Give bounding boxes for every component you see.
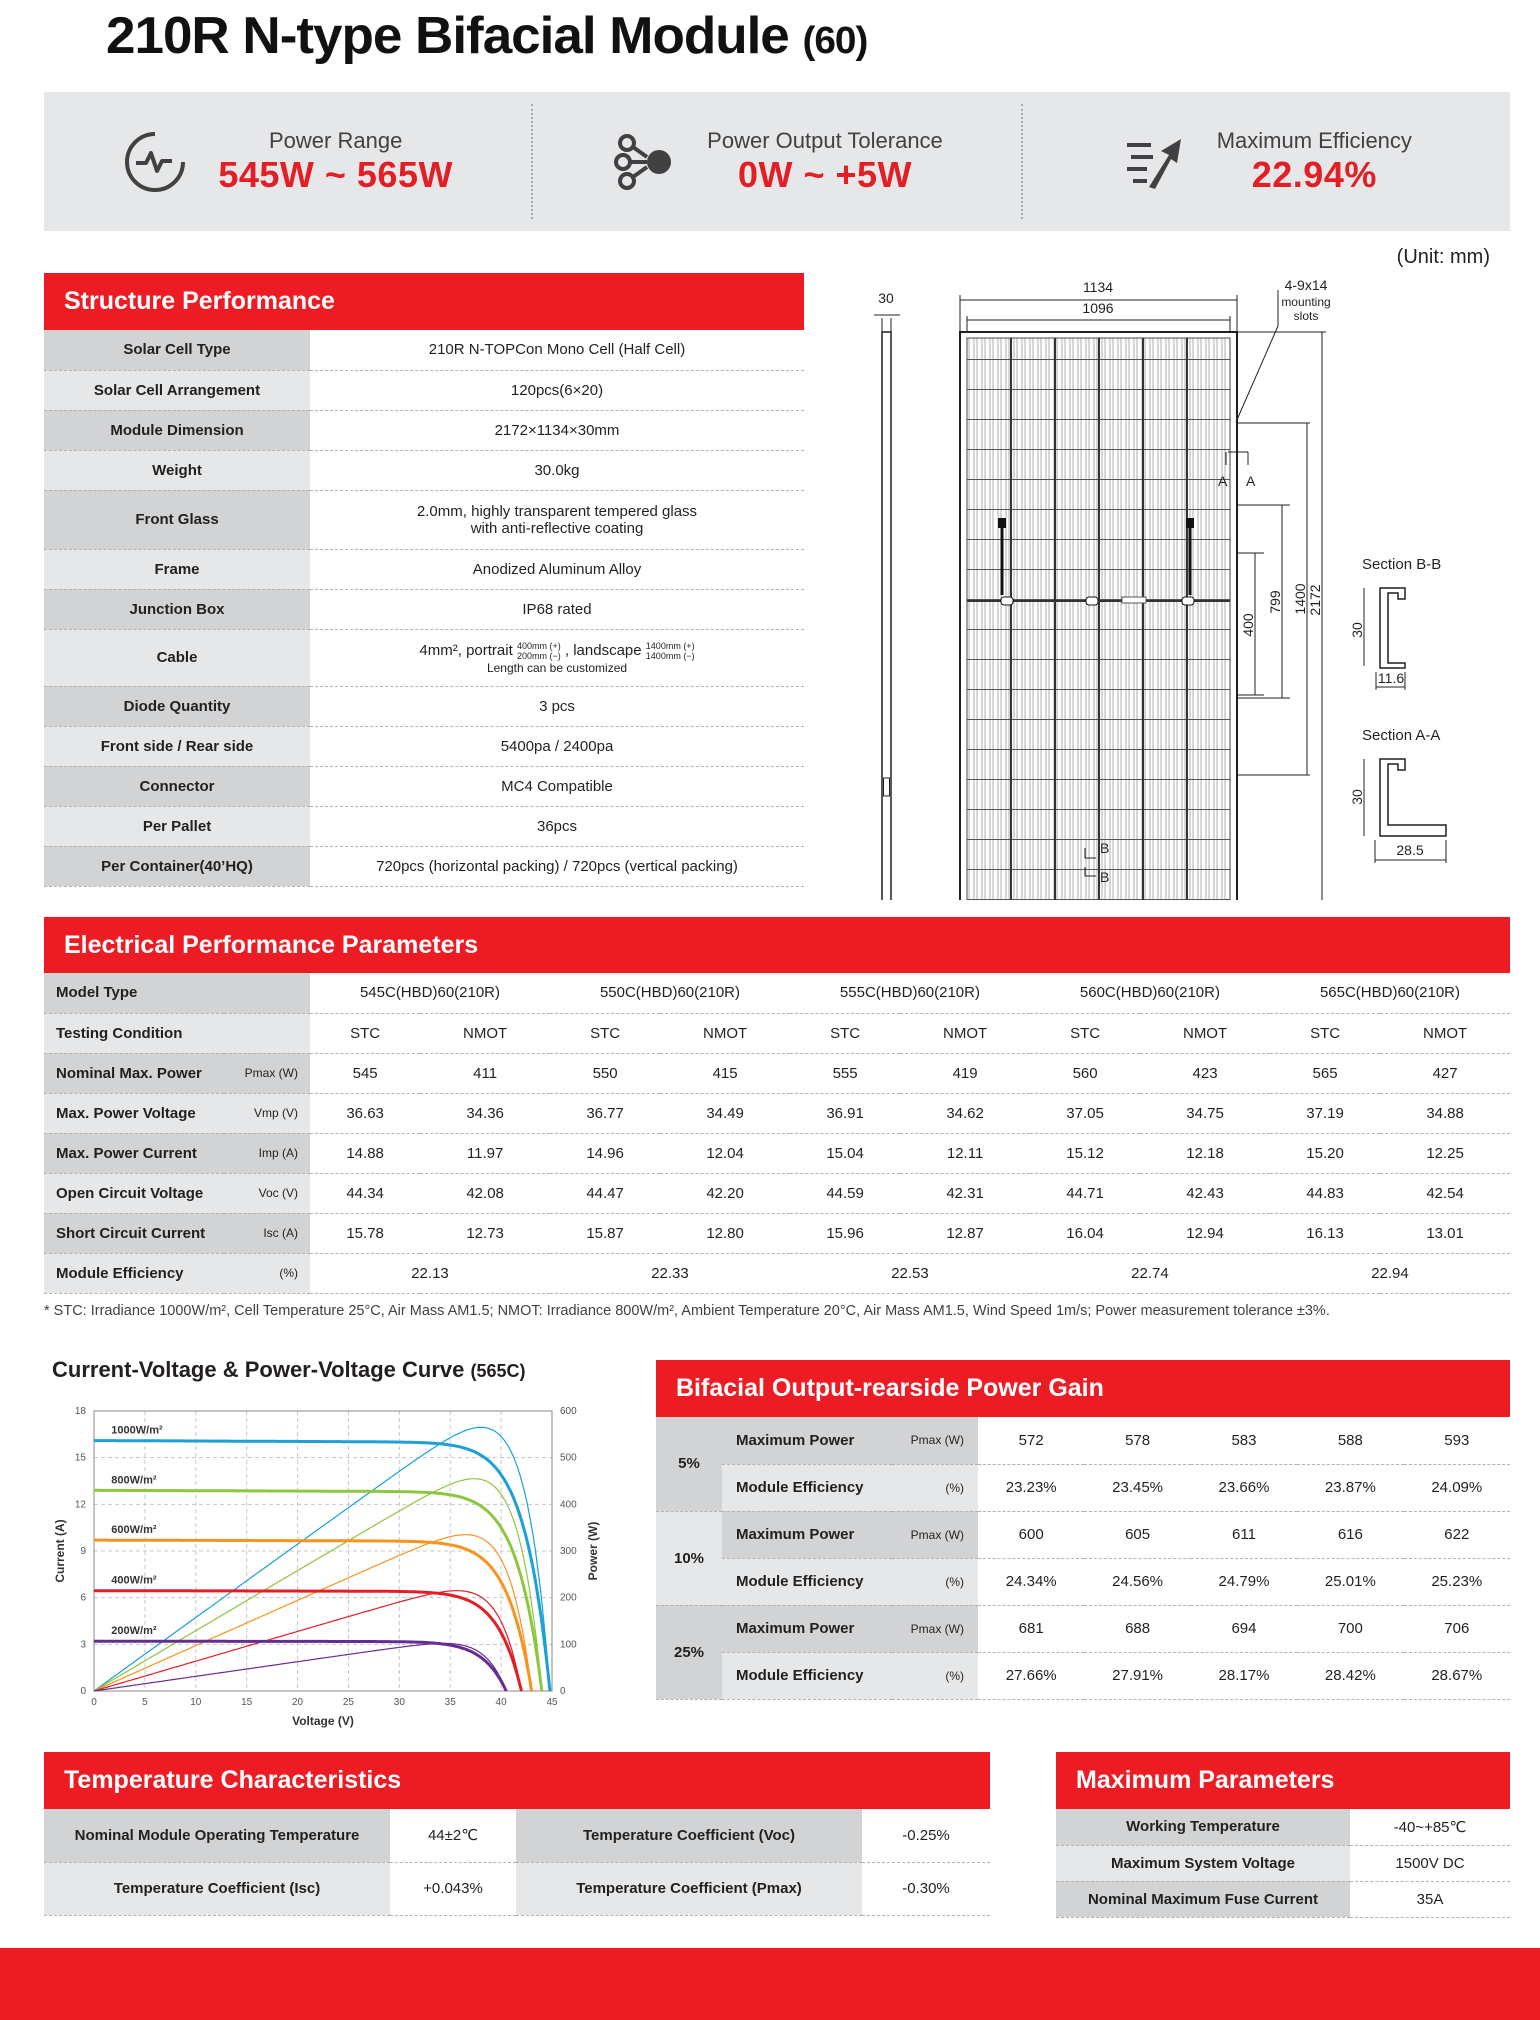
row-key: Solar Cell Arrangement: [44, 370, 310, 410]
stc-footnote: * STC: Irradiance 1000W/m², Cell Temperature 25°C, Air Mass AM1.5; NMOT: Irradiance 800W/m², Ambient Temperature 20°C, Air Mass AM1.5, Wind Speed 1m/s; Power measurement tolerance ±3%.: [44, 1303, 1330, 1319]
electrical-header: Electrical Performance Parameters: [44, 917, 1510, 973]
series-label: 400W/m²: [111, 1574, 157, 1587]
highlight-efficiency: [1023, 104, 1510, 219]
row-value: 3 pcs: [310, 686, 804, 726]
highlights-strip: [44, 92, 1510, 231]
page-title: 210R N-type Bifacial Module (60): [106, 7, 868, 65]
x-axis-label: Voltage (V): [292, 1714, 354, 1728]
row-key: Frame: [44, 549, 310, 589]
y-tick-label: 9: [80, 1546, 86, 1557]
table-row: 10% Maximum Power Pmax (W) 600 605 611 616 622: [656, 1511, 1510, 1558]
table-row: Working Temperature -40~+85℃: [1056, 1809, 1510, 1845]
table-row: [44, 330, 804, 370]
svg-text:B: B: [1100, 840, 1110, 856]
row-value: 36pcs: [310, 806, 804, 846]
table-row: 5% Maximum Power Pmax (W) 572 578 583 588 593: [656, 1417, 1510, 1464]
slots-label: 4-9x14: [1284, 277, 1328, 293]
outer-width-label: 1134: [1082, 279, 1114, 295]
x-tick-label: 35: [444, 1697, 456, 1708]
y2-tick-label: 200: [560, 1592, 577, 1604]
temperature-table: [44, 1809, 990, 1916]
table-row: [44, 410, 804, 450]
row-value: 30.0kg: [310, 450, 804, 490]
x-tick-label: 25: [342, 1697, 355, 1708]
row-value: 5400pa / 2400pa: [310, 726, 804, 766]
table-row: Open Circuit Voltage Voc (V) 44.34 42.08 44.47 42.20 44.59 42.31 44.71 42.43 44.83 42.54: [44, 1173, 1510, 1213]
y-tick-label: 15: [74, 1452, 86, 1464]
svg-text:30: 30: [1349, 789, 1365, 805]
svg-text:30: 30: [1349, 622, 1365, 638]
table-row: [44, 686, 804, 726]
table-row: Testing Condition STC NMOT STC NMOT STC NMOT STC NMOT STC NMOT: [44, 1013, 1510, 1053]
row-value: MC4 Compatible: [310, 766, 804, 806]
temperature-header: Temperature Characteristics: [44, 1752, 990, 1809]
maximum-header: Maximum Parameters: [1056, 1752, 1510, 1809]
footer-bar: [0, 1948, 1540, 2020]
row-value: Anodized Aluminum Alloy: [310, 549, 804, 589]
row-key: Front side / Rear side: [44, 726, 310, 766]
bifacial-table: [656, 1417, 1510, 1700]
row-key: Per Container(40’HQ): [44, 846, 310, 886]
bifacial-header: Bifacial Output-rearside Power Gain: [656, 1360, 1510, 1417]
row-value: 4mm², portrait 400mm (+) 200mm (−) , landscape 1400mm (+) 1400mm (−) Length can be customized: [310, 629, 804, 686]
dim-2172: 2172: [1307, 584, 1323, 616]
iv-series-line: [94, 1641, 506, 1691]
row-key: Front Glass: [44, 490, 310, 549]
row-value: 2172×1134×30mm: [310, 410, 804, 450]
table-row: [44, 589, 804, 629]
table-row: Module Efficiency (%) 27.66% 27.91% 28.17% 28.42% 28.67%: [656, 1652, 1510, 1699]
table-row: Nominal Max. Power Pmax (W) 545 411 550 415 555 419 560 423 565 427: [44, 1053, 1510, 1093]
highlight-power-range: [44, 104, 533, 219]
svg-text:mounting: mounting: [1281, 295, 1331, 309]
dim-799: 799: [1267, 590, 1283, 614]
y2-tick-label: 600: [560, 1406, 577, 1417]
table-row: [44, 549, 804, 589]
maximum-table: [1056, 1809, 1510, 1918]
table-row: Nominal Module Operating Temperature 44±2℃ Temperature Coefficient (Voc) -0.25%: [44, 1809, 990, 1862]
y-tick-label: 18: [74, 1406, 86, 1417]
table-row: Nominal Maximum Fuse Current 35A: [1056, 1881, 1510, 1917]
y-tick-label: 12: [74, 1499, 86, 1511]
highlight-label: Maximum Efficiency: [1216, 127, 1412, 153]
iv-pv-chart: [44, 1395, 624, 1730]
table-row: Model Type 545C(HBD)60(210R) 550C(HBD)60(210R) 555C(HBD)60(210R) 560C(HBD)60(210R) 565C(HBD)60(210R): [44, 973, 1510, 1013]
structure-table: [44, 330, 804, 887]
x-tick-label: 15: [241, 1697, 253, 1708]
section-aa-label: Section A-A: [1362, 727, 1441, 744]
x-tick-label: 45: [546, 1697, 558, 1708]
svg-text:28.5: 28.5: [1396, 842, 1424, 858]
table-row: [44, 490, 804, 549]
highlight-label: Power Range: [269, 127, 403, 153]
table-row: [44, 629, 804, 686]
row-value: IP68 rated: [310, 589, 804, 629]
pv-series-line: [94, 1535, 532, 1691]
series-label: 200W/m²: [111, 1625, 157, 1638]
row-key: Cable: [44, 629, 310, 686]
table-row: [44, 450, 804, 490]
y2-axis-label: Power (W): [586, 1521, 600, 1581]
series-label: 600W/m²: [111, 1524, 157, 1537]
x-tick-label: 30: [393, 1697, 405, 1708]
structure-header: Structure Performance: [44, 273, 804, 330]
row-key: Module Dimension: [44, 410, 310, 450]
pv-series-line: [94, 1643, 506, 1691]
y2-tick-label: 0: [560, 1686, 566, 1697]
x-tick-label: 40: [495, 1697, 507, 1708]
table-row: Module Efficiency (%) 23.23% 23.45% 23.66% 23.87% 24.09%: [656, 1464, 1510, 1511]
y2-tick-label: 400: [560, 1499, 577, 1511]
table-row: [44, 370, 804, 410]
highlight-value: 0W ~ +5W: [737, 153, 913, 195]
series-label: 800W/m²: [111, 1474, 157, 1487]
table-row: Module Efficiency (%) 22.13 22.33 22.53 22.74 22.94: [44, 1253, 1510, 1293]
y-tick-label: 6: [80, 1592, 86, 1604]
table-row: [44, 846, 804, 886]
y-tick-label: 0: [80, 1686, 86, 1697]
x-tick-label: 10: [190, 1697, 202, 1708]
table-row: Temperature Coefficient (Isc) +0.043% Temperature Coefficient (Pmax) -0.30%: [44, 1862, 990, 1915]
svg-text:11.6: 11.6: [1377, 670, 1405, 686]
table-row: Module Efficiency (%) 24.34% 24.56% 24.79% 25.01% 25.23%: [656, 1558, 1510, 1605]
thickness-label: 30: [878, 290, 894, 306]
inner-width-label: 1096: [1082, 300, 1114, 316]
row-key: Junction Box: [44, 589, 310, 629]
svg-text:B: B: [1100, 869, 1110, 885]
row-value: 720pcs (horizontal packing) / 720pcs (vertical packing): [310, 846, 804, 886]
dim-1400: 1400: [1292, 583, 1308, 615]
svg-text:A: A: [1246, 473, 1256, 489]
y2-tick-label: 100: [560, 1639, 577, 1651]
highlight-value: 22.94%: [1251, 153, 1377, 195]
row-value: 2.0mm, highly transparent tempered glass with anti-reflective coating: [310, 490, 804, 549]
highlight-tolerance: [533, 104, 1022, 219]
svg-text:slots: slots: [1293, 309, 1319, 323]
y2-tick-label: 300: [560, 1546, 577, 1557]
iv-series-line: [94, 1540, 532, 1691]
table-row: Maximum System Voltage 1500V DC: [1056, 1845, 1510, 1881]
table-row: [44, 806, 804, 846]
pulse-circle-icon: [122, 129, 188, 195]
y2-tick-label: 500: [560, 1452, 577, 1464]
highlight-label: Power Output Tolerance: [707, 127, 943, 153]
section-bb-label: Section B-B: [1362, 556, 1442, 573]
highlight-value: 545W ~ 565W: [218, 153, 453, 195]
table-row: [44, 726, 804, 766]
row-key: Solar Cell Type: [44, 330, 310, 370]
network-nodes-icon: [611, 129, 677, 195]
table-row: Max. Power Voltage Vmp (V) 36.63 34.36 36.77 34.49 36.91 34.62 37.05 34.75 37.19 34.88: [44, 1093, 1510, 1133]
x-tick-label: 20: [291, 1697, 304, 1708]
side-profile: [882, 332, 891, 900]
table-row: [44, 766, 804, 806]
side-connector: [884, 778, 890, 796]
unit-note: (Unit: mm): [1396, 246, 1490, 268]
row-key: Weight: [44, 450, 310, 490]
speed-arrow-icon: [1121, 129, 1187, 195]
x-tick-label: 0: [91, 1697, 97, 1708]
row-key: Connector: [44, 766, 310, 806]
plot-frame: [94, 1411, 552, 1691]
row-value: 120pcs(6×20): [310, 370, 804, 410]
y-axis-label: Current (A): [53, 1519, 67, 1583]
chart-title: Current-Voltage & Power-Voltage Curve (565C): [52, 1357, 526, 1382]
y-tick-label: 3: [80, 1639, 86, 1651]
electrical-table: [44, 973, 1510, 1294]
table-row: Max. Power Current Imp (A) 14.88 11.97 14.96 12.04 15.04 12.11 15.12 12.18 15.20 12.25: [44, 1133, 1510, 1173]
table-row: Short Circuit Current Isc (A) 15.78 12.73 15.87 12.80 15.96 12.87 16.04 12.94 16.13 13.01: [44, 1213, 1510, 1253]
series-label: 1000W/m²: [111, 1424, 163, 1437]
row-key: Per Pallet: [44, 806, 310, 846]
svg-text:A: A: [1218, 473, 1228, 489]
row-key: Diode Quantity: [44, 686, 310, 726]
module-drawing: [860, 270, 1510, 900]
row-value: 210R N-TOPCon Mono Cell (Half Cell): [310, 330, 804, 370]
dim-400: 400: [1240, 613, 1256, 637]
x-tick-label: 5: [142, 1697, 148, 1708]
table-row: 25% Maximum Power Pmax (W) 681 688 694 700 706: [656, 1605, 1510, 1652]
